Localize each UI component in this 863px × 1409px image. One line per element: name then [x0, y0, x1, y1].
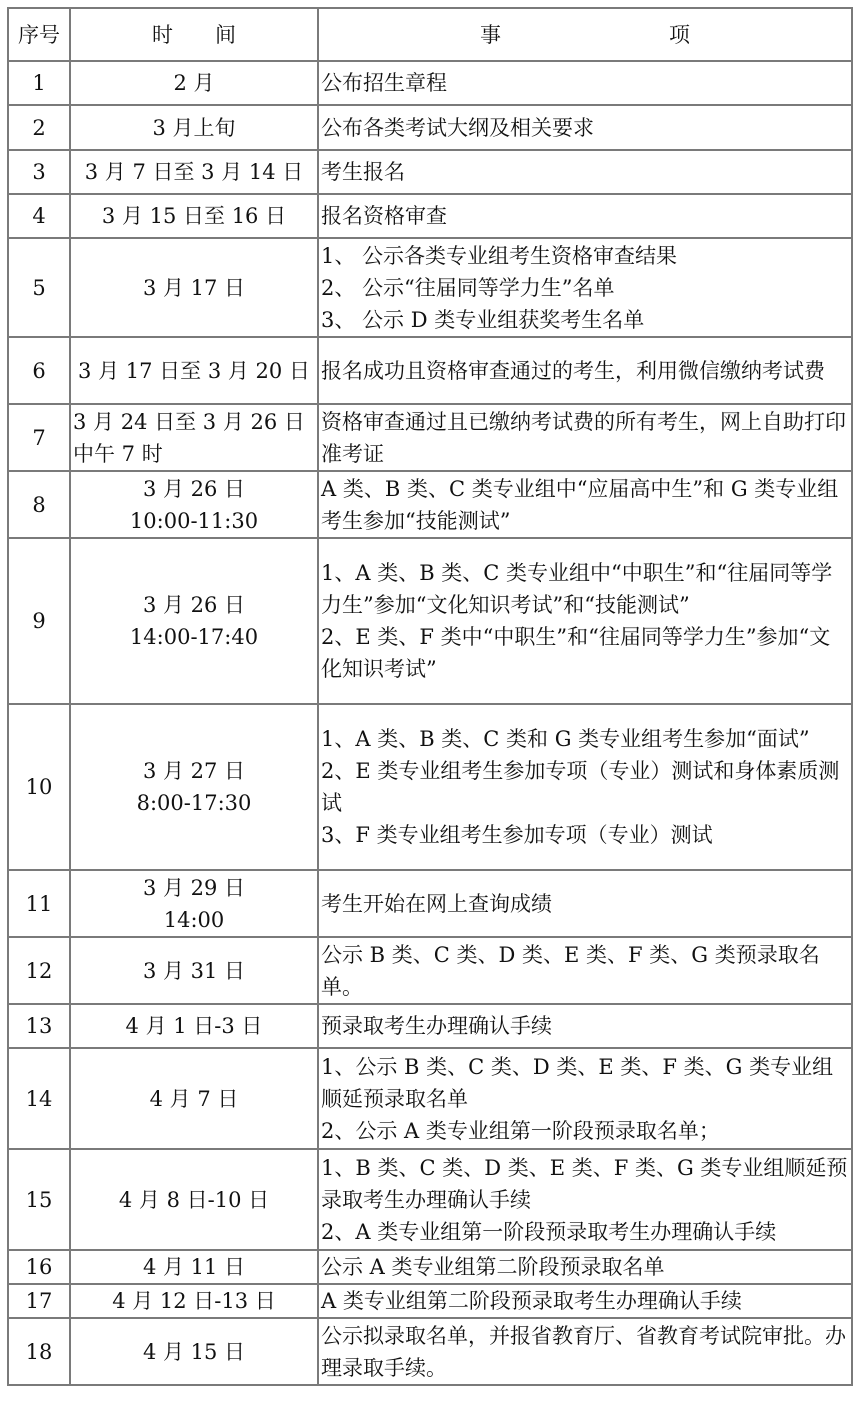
table-row [8, 1284, 852, 1318]
table-row [8, 150, 852, 194]
time-line: 14:00-17:40 [129, 625, 259, 649]
row-event [318, 337, 852, 404]
row-number: 8 [8, 471, 70, 538]
table-row [8, 471, 852, 538]
table-row [8, 194, 852, 238]
row-time [70, 61, 318, 105]
time-line: 4 月 1 日-3 日 [125, 1014, 263, 1038]
row-time [70, 194, 318, 238]
row-time [70, 1004, 318, 1048]
row-number: 14 [8, 1048, 70, 1149]
row-event [318, 937, 852, 1004]
event-line: 1、A 类、B 类、C 类专业组中“中职生”和“往届同等学力生”参加“文化知识考试”和“技能测试” [321, 561, 833, 617]
row-time [70, 337, 318, 404]
row-number: 2 [8, 105, 70, 150]
table-row [8, 937, 852, 1004]
table-row [8, 538, 852, 704]
event-line: 考生报名 [321, 160, 405, 184]
event-line: 公布招生章程 [321, 71, 447, 95]
time-line: 3 月 27 日 [142, 759, 246, 783]
row-number: 18 [8, 1318, 70, 1385]
event-line: 公示 A 类专业组第二阶段预录取名单 [321, 1255, 665, 1279]
time-line: 3 月 29 日 [142, 875, 246, 900]
table-row [8, 870, 852, 937]
row-event [318, 238, 852, 337]
row-number: 1 [8, 61, 70, 105]
row-time [70, 1250, 318, 1284]
row-event [318, 404, 852, 471]
row-time [70, 538, 318, 704]
time-line: 10:00-11:30 [129, 508, 259, 533]
schedule-rows [8, 61, 852, 1385]
row-number: 10 [8, 704, 70, 870]
table-row [8, 1149, 852, 1250]
time-line: 3 月 31 日 [142, 958, 246, 983]
row-event [318, 150, 852, 194]
table-row [8, 1004, 852, 1048]
row-time [70, 1318, 318, 1385]
table-row [8, 238, 852, 337]
row-event [318, 105, 852, 150]
time-line: 3 月 17 日 [142, 275, 246, 300]
row-number: 13 [8, 1004, 70, 1048]
time-line: 14:00 [163, 907, 225, 932]
time-line: 3 月 24 日至 3 月 26 日中午 7 时 [73, 409, 305, 466]
row-number: 5 [8, 238, 70, 337]
event-line: 1、公示 B 类、C 类、D 类、E 类、F 类、G 类专业组顺延预录取名单 [321, 1054, 834, 1111]
row-number: 12 [8, 937, 70, 1004]
row-event [318, 1149, 852, 1250]
time-line: 4 月 15 日 [142, 1339, 246, 1364]
row-time [70, 150, 318, 194]
table-row [8, 404, 852, 471]
header-row [8, 8, 852, 61]
schedule-table [7, 7, 853, 1386]
event-line: A 类、B 类、C 类专业组中“应届高中生”和 G 类专业组考生参加“技能测试” [321, 476, 839, 533]
row-time [70, 1284, 318, 1318]
time-line: 3 月 26 日 [142, 476, 246, 501]
event-line: 资格审查通过且已缴纳考试费的所有考生，网上自助打印准考证 [321, 409, 846, 466]
row-event [318, 471, 852, 538]
event-line: 2、E 类专业组考生参加专项（专业）测试和身体素质测试 [321, 759, 840, 815]
table-row [8, 105, 852, 150]
row-time [70, 1048, 318, 1149]
row-time [70, 105, 318, 150]
event-line: 1、A 类、B 类、C 类和 G 类专业组考生参加“面试” [321, 727, 810, 751]
header-no: 序号 [8, 8, 70, 61]
table-row [8, 337, 852, 404]
time-line: 2 月 [173, 71, 215, 95]
event-line: 2、A 类专业组第一阶段预录取考生办理确认手续 [321, 1219, 777, 1244]
header-event: 事 项 [318, 8, 852, 61]
row-time [70, 1149, 318, 1250]
event-line: 公示拟录取名单，并报省教育厅、省教育考试院审批。办理录取手续。 [321, 1323, 846, 1380]
row-number: 4 [8, 194, 70, 238]
event-line: 预录取考生办理确认手续 [321, 1014, 552, 1038]
row-event [318, 704, 852, 870]
row-event [318, 61, 852, 105]
row-time [70, 404, 318, 471]
table-row [8, 1318, 852, 1385]
time-line: 3 月 7 日至 3 月 14 日 [84, 160, 304, 184]
row-number: 17 [8, 1284, 70, 1318]
event-line: 2、 公示“往届同等学力生”名单 [321, 275, 615, 300]
time-line: 4 月 8 日-10 日 [118, 1187, 270, 1212]
event-line: 公示 B 类、C 类、D 类、E 类、F 类、G 类预录取名单。 [321, 942, 820, 999]
row-event [318, 1318, 852, 1385]
event-line: 3、F 类专业组考生参加专项（专业）测试 [321, 823, 713, 847]
row-time [70, 704, 318, 870]
table-row [8, 61, 852, 105]
row-number: 11 [8, 870, 70, 937]
row-event [318, 194, 852, 238]
row-event [318, 1284, 852, 1318]
event-line: A 类专业组第二阶段预录取考生办理确认手续 [321, 1289, 742, 1313]
row-number: 6 [8, 337, 70, 404]
time-line: 3 月 26 日 [142, 593, 246, 617]
row-event [318, 538, 852, 704]
row-time [70, 937, 318, 1004]
time-line: 4 月 12 日-13 日 [112, 1289, 276, 1313]
row-number: 3 [8, 150, 70, 194]
table-row [8, 1048, 852, 1149]
table-row [8, 704, 852, 870]
header-time: 时 间 [70, 8, 318, 61]
time-line: 3 月 17 日至 3 月 20 日 [78, 358, 310, 383]
row-number: 9 [8, 538, 70, 704]
row-event [318, 1250, 852, 1284]
row-number: 15 [8, 1149, 70, 1250]
event-line: 报名资格审查 [321, 204, 447, 228]
event-line: 公布各类考试大纲及相关要求 [321, 115, 594, 140]
row-time [70, 471, 318, 538]
event-line: 1、 公示各类专业组考生资格审查结果 [321, 243, 678, 268]
event-line: 2、E 类、F 类中“中职生”和“往届同等学力生”参加“文化知识考试” [321, 625, 831, 681]
row-time [70, 870, 318, 937]
event-line: 1、B 类、C 类、D 类、E 类、F 类、G 类专业组顺延预录取考生办理确认手续 [321, 1155, 848, 1212]
time-line: 3 月 15 日至 16 日 [101, 204, 287, 228]
time-line: 3 月上旬 [152, 115, 236, 140]
row-event [318, 1004, 852, 1048]
event-line: 2、公示 A 类专业组第一阶段预录取名单； [321, 1118, 720, 1143]
time-line: 8:00-17:30 [136, 791, 252, 815]
time-line: 4 月 7 日 [149, 1086, 239, 1111]
row-time [70, 238, 318, 337]
row-event [318, 870, 852, 937]
event-line: 报名成功且资格审查通过的考生，利用微信缴纳考试费 [321, 358, 825, 383]
event-line: 3、 公示 D 类专业组获奖考生名单 [321, 307, 645, 332]
row-number: 16 [8, 1250, 70, 1284]
time-line: 4 月 11 日 [142, 1255, 246, 1279]
table-row [8, 1250, 852, 1284]
row-event [318, 1048, 852, 1149]
event-line: 考生开始在网上查询成绩 [321, 891, 552, 916]
row-number: 7 [8, 404, 70, 471]
